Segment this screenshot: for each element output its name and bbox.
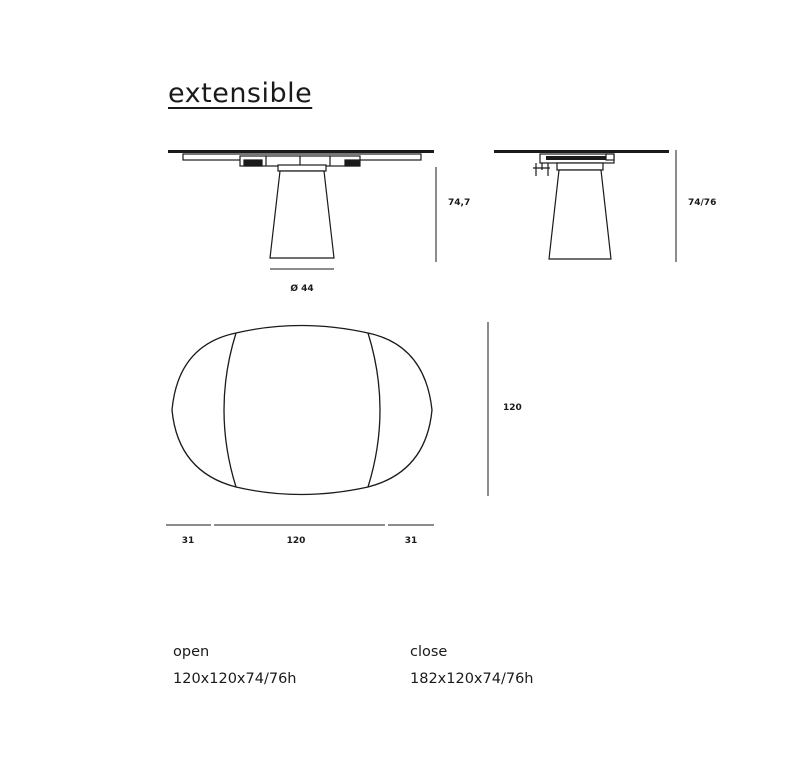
top-view (166, 322, 488, 525)
center-width-label: 120 (286, 536, 306, 546)
spec-open-value: 120x120x74/76h (173, 671, 297, 687)
front-height-label: 74,7 (448, 198, 471, 208)
front-view (168, 150, 436, 269)
side-view (494, 150, 676, 262)
left-leaf-seam (224, 333, 236, 487)
page-title: extensible (168, 78, 313, 109)
right-leaf-seam (368, 333, 380, 487)
front-collar (278, 165, 326, 171)
spec-close-label: close (410, 644, 448, 660)
base-diameter-label: Ø 44 (290, 284, 314, 294)
side-height-label: 74/76 (688, 198, 717, 208)
top-outline (172, 326, 432, 495)
leaf-left-label: 31 (181, 536, 195, 546)
spec-open-label: open (173, 644, 210, 660)
leaf-right-label: 31 (404, 536, 418, 546)
front-tabletop (168, 150, 434, 153)
side-collar (557, 163, 603, 170)
side-tabletop (494, 150, 669, 153)
front-base-cone (270, 171, 334, 258)
top-depth-label: 120 (503, 403, 522, 413)
spec-close-value: 182x120x74/76h (410, 671, 534, 687)
side-base-cone (549, 170, 611, 259)
